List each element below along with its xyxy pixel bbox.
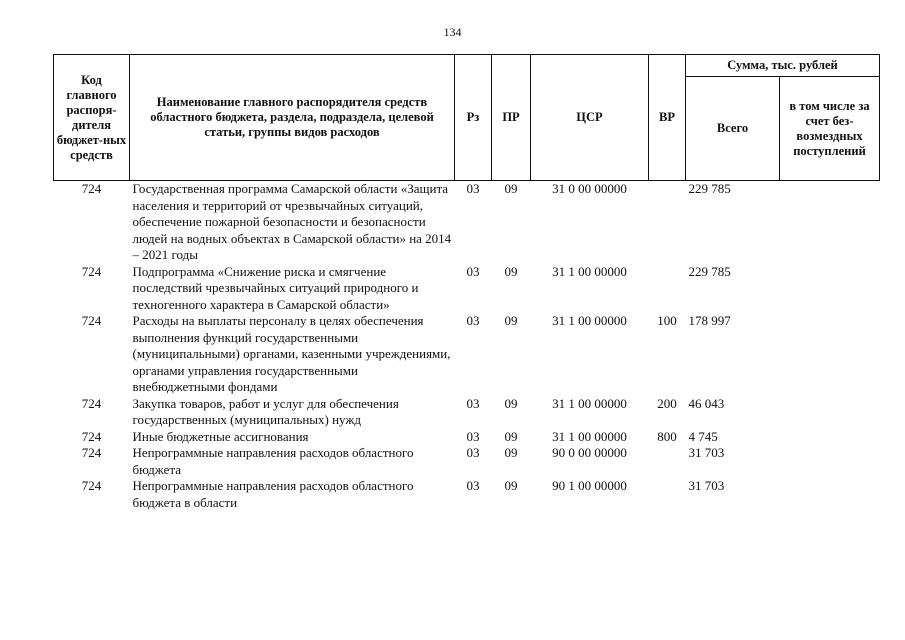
cell-rz: 03: [466, 263, 480, 279]
table-row: [54, 445, 880, 478]
page-number: 134: [443, 25, 462, 39]
cell-total: 46 043: [688, 395, 725, 411]
cell-vr: 800: [657, 428, 677, 444]
table-row: [54, 478, 880, 511]
cell-pr: 09: [504, 263, 518, 279]
table-row: [54, 396, 880, 429]
cell-including: [780, 181, 880, 264]
table-row: [54, 429, 880, 446]
cell-code: 724: [81, 478, 102, 493]
cell-including: [780, 478, 880, 511]
header-vr: ВР: [649, 55, 686, 181]
cell-csr: 31 0 00 00000: [552, 181, 627, 196]
cell-pr: 09: [504, 428, 518, 444]
cell-csr: 90 1 00 00000: [552, 478, 627, 493]
cell-including: [780, 445, 880, 478]
cell-csr: 90 0 00 00000: [552, 445, 627, 460]
cell-rz: 03: [466, 395, 480, 411]
header-name: Наименование главного распорядителя средств областного бюджета, раздела, подраздела, целевой статьи, группы видов расходов: [130, 55, 455, 181]
cell-csr: 31 1 00 00000: [552, 395, 627, 411]
cell-csr: 31 1 00 00000: [552, 313, 627, 328]
cell-name: Непрограммные направления расходов областного бюджета: [132, 445, 414, 477]
cell-including: [780, 396, 880, 429]
cell-total: 229 785: [688, 181, 731, 196]
cell-code: 724: [81, 181, 102, 196]
cell-code: 724: [81, 263, 102, 279]
cell-vr: 200: [657, 395, 677, 411]
cell-pr: 09: [504, 445, 518, 460]
cell-total: 31 703: [688, 478, 725, 493]
cell-total: 4 745: [688, 428, 718, 444]
table-row: [54, 264, 880, 314]
cell-vr: [649, 264, 686, 314]
cell-csr: 31 1 00 00000: [552, 263, 627, 279]
cell-code: 724: [81, 313, 102, 328]
header-rz: Рз: [455, 55, 492, 181]
cell-pr: 09: [504, 181, 518, 196]
cell-code: 724: [81, 445, 102, 460]
cell-including: [780, 429, 880, 446]
header-code: Код главного распоря-дителя бюджет-ных средств: [54, 55, 130, 181]
cell-name: Подпрограмма «Снижение риска и смягчение последствий чрезвычайных ситуаций природного и техногенного характера в Самарской области»: [132, 263, 419, 312]
cell-rz: 03: [466, 478, 480, 493]
cell-code: 724: [81, 395, 102, 411]
cell-vr: 100: [657, 313, 677, 328]
cell-vr: [649, 181, 686, 264]
cell-pr: 09: [504, 395, 518, 411]
table-row: [54, 181, 880, 264]
cell-total: 178 997: [688, 313, 731, 328]
cell-name: Закупка товаров, работ и услуг для обеспечения государственных (муниципальных) нужд: [132, 395, 399, 427]
cell-pr: 09: [504, 313, 518, 328]
header-csr: ЦСР: [531, 55, 649, 181]
cell-vr: [649, 445, 686, 478]
cell-total: 229 785: [688, 263, 731, 279]
cell-total: 31 703: [688, 445, 725, 460]
cell-name: Государственная программа Самарской области «Защита населения и территорий от чрезвычайных ситуаций, обеспечение пожарной безопасности и безопасности людей на водных объектах в Самарской области» на 2014 – 2021 годы: [132, 181, 452, 262]
cell-name: Расходы на выплаты персоналу в целях обеспечения выполнения функций государственными (муниципальными) органами, казенными учреждениями, органами управления государственными внебюджетными фондами: [132, 313, 451, 394]
header-sum-group: Сумма, тыс. рублей: [686, 55, 880, 77]
cell-rz: 03: [466, 313, 480, 328]
cell-rz: 03: [466, 428, 480, 444]
cell-name: Непрограммные направления расходов областного бюджета в области: [132, 478, 414, 510]
cell-rz: 03: [466, 181, 480, 196]
cell-name: Иные бюджетные ассигнования: [132, 428, 309, 444]
cell-rz: 03: [466, 445, 480, 460]
budget-table: [53, 54, 880, 511]
table-header: [54, 55, 880, 181]
header-including: в том числе за счет без-возмездных поступлений: [780, 77, 880, 181]
cell-csr: 31 1 00 00000: [552, 428, 627, 444]
header-total: Всего: [686, 77, 780, 181]
cell-code: 724: [81, 428, 102, 444]
table-body: [54, 181, 880, 512]
header-pr: ПР: [492, 55, 531, 181]
cell-pr: 09: [504, 478, 518, 493]
cell-including: [780, 264, 880, 314]
cell-including: [780, 313, 880, 396]
cell-vr: [649, 478, 686, 511]
table-row: [54, 313, 880, 396]
